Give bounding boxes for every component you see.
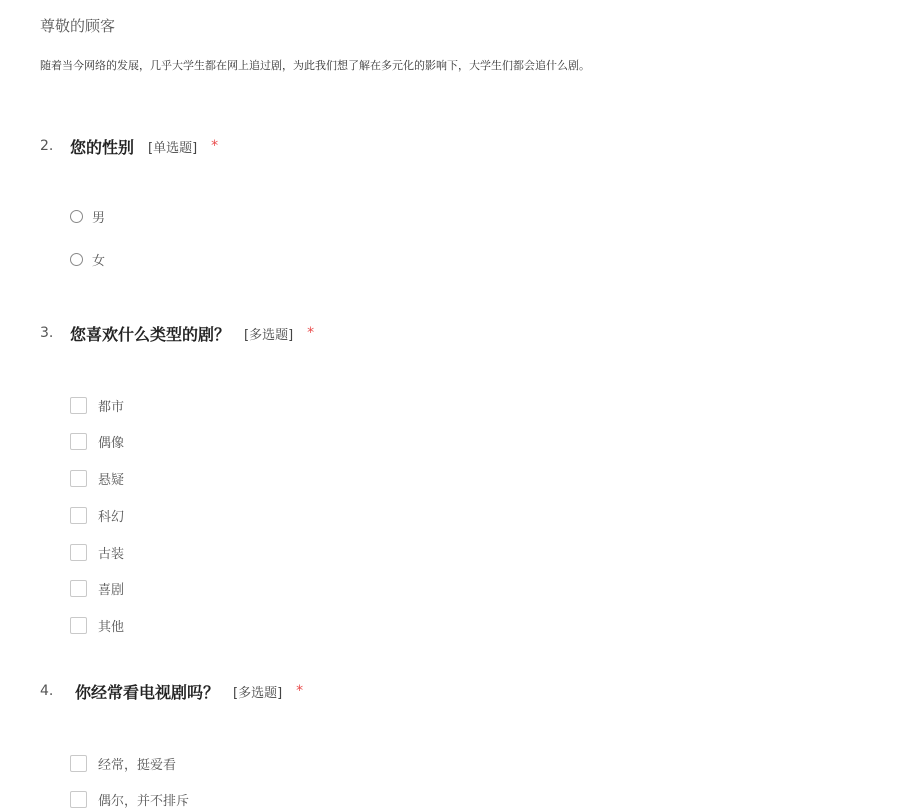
option-checkbox-idol[interactable] [70, 431, 124, 451]
radio-button[interactable] [70, 253, 83, 266]
option-label: 都市 [98, 399, 125, 415]
question-title: 你经常看电视剧吗？ [75, 682, 220, 702]
checkbox[interactable] [70, 617, 87, 634]
option-label: 喜剧 [98, 582, 125, 598]
checkbox[interactable] [70, 433, 87, 450]
question-number: 2. [40, 138, 54, 154]
option-checkbox-scifi[interactable] [70, 505, 124, 525]
checkbox[interactable] [70, 507, 87, 524]
checkbox[interactable] [70, 544, 87, 561]
question-title: 您喜欢什么类型的剧？ [70, 324, 231, 344]
required-asterisk: * [307, 325, 315, 341]
option-checkbox-urban[interactable] [70, 395, 124, 415]
option-label: 经常，挺爱看 [98, 757, 177, 773]
question-title: 您的性别 [70, 137, 135, 157]
question-type-label: [多选题] [244, 327, 294, 343]
required-asterisk: * [296, 683, 304, 699]
option-radio-female[interactable] [70, 249, 105, 269]
survey-intro-text: 随着当今网络的发展，几乎大学生都在网上追过剧，为此我们想了解在多元化的影响下，大学生们都会追什么剧。 [40, 59, 590, 72]
greeting-heading: 尊敬的顾客 [40, 17, 116, 35]
option-label: 悬疑 [98, 472, 125, 488]
option-label: 男 [92, 210, 106, 226]
question-type-label: [多选题] [233, 685, 283, 701]
option-checkbox-comedy[interactable] [70, 578, 124, 598]
checkbox[interactable] [70, 791, 87, 808]
question-number: 3. [40, 325, 54, 341]
option-checkbox-occasionally[interactable] [70, 789, 189, 809]
option-checkbox-often[interactable] [70, 753, 176, 773]
option-label: 其他 [98, 619, 125, 635]
required-asterisk: * [211, 138, 219, 154]
option-label: 偶尔，并不排斥 [98, 793, 190, 809]
option-label: 偶像 [98, 435, 125, 451]
option-checkbox-other[interactable] [70, 615, 124, 635]
checkbox[interactable] [70, 470, 87, 487]
question-3-header [40, 322, 314, 344]
option-label: 女 [92, 253, 106, 269]
option-radio-male[interactable] [70, 206, 105, 226]
checkbox[interactable] [70, 755, 87, 772]
option-label: 科幻 [98, 509, 125, 525]
checkbox[interactable] [70, 580, 87, 597]
option-checkbox-mystery[interactable] [70, 468, 124, 488]
option-checkbox-costume[interactable] [70, 542, 124, 562]
question-type-label: [单选题] [148, 140, 198, 156]
radio-button[interactable] [70, 210, 83, 223]
checkbox[interactable] [70, 397, 87, 414]
question-4-header [40, 680, 303, 702]
option-label: 古装 [98, 546, 125, 562]
question-number: 4. [40, 683, 54, 699]
question-2-header [40, 135, 218, 157]
